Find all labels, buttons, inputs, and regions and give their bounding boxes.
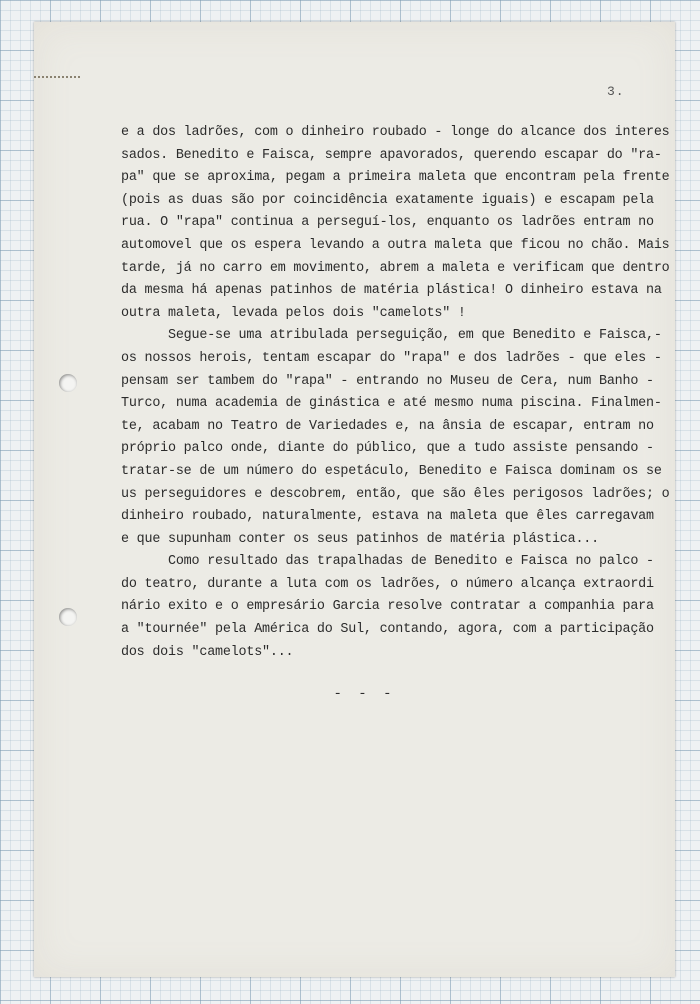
text-line: sados. Benedito e Faisca, sempre apavorados, querendo escapar do "ra- — [121, 147, 662, 163]
text-line: e a dos ladrões, com o dinheiro roubado - longe do alcance dos interes — [121, 125, 670, 140]
end-mark: - - - — [333, 686, 396, 702]
text-line: dos dois "camelots"... — [121, 644, 294, 660]
punch-hole-bottom — [59, 608, 77, 626]
text-line: Segue-se uma atribulada perseguição, em que Benedito e Faisca,- — [121, 328, 662, 344]
text-line: pa" que se aproxima, pegam a primeira maleta que encontram pela frente — [121, 170, 670, 186]
torn-corner-mark — [34, 76, 80, 98]
text-line: Como resultado das trapalhadas de Benedito e Faisca no palco - — [121, 554, 654, 570]
text-line: pensam ser tambem do "rapa" - entrando no Museu de Cera, num Banho - — [121, 373, 654, 389]
text-line: tarde, já no carro em movimento, abrem a maleta e verificam que dentro — [121, 260, 670, 276]
text-line: automovel que os espera levando a outra maleta que ficou no chão. Mais — [121, 237, 670, 253]
text-line: os nossos herois, tentam escapar do "rapa" e dos ladrões - que eles - — [121, 350, 662, 366]
text-line: us perseguidores e descobrem, então, que são êles perigosos ladrões; o — [121, 486, 670, 502]
text-line: Turco, numa academia de ginástica e até mesmo numa piscina. Finalmen- — [121, 396, 662, 412]
text-line: rua. O "rapa" continua a perseguí-los, enquanto os ladrões entram no — [121, 215, 654, 231]
text-line: tratar-se de um número do espetáculo, Benedito e Faisca dominam os se — [121, 463, 662, 479]
text-line: da mesma há apenas patinhos de matéria plástica! O dinheiro estava na — [121, 283, 662, 299]
text-line: outra maleta, levada pelos dois "camelots" ! — [121, 305, 466, 321]
punch-hole-top — [59, 374, 77, 392]
page-number: 3. — [607, 84, 625, 99]
text-line: do teatro, durante a luta com os ladrões, o número alcança extraordi — [121, 576, 654, 592]
text-line: nário exito e o empresário Garcia resolve contratar a companhia para — [121, 599, 654, 615]
text-line: te, acabam no Teatro de Variedades e, na ânsia de escapar, entram no — [121, 418, 654, 434]
text-line: dinheiro roubado, naturalmente, estava na maleta que êles carregavam — [121, 509, 654, 525]
text-line: a "tournée" pela América do Sul, contando, agora, com a participação — [121, 622, 654, 638]
text-line: e que supunham conter os seus patinhos de matéria plástica... — [121, 531, 599, 547]
typed-text-block — [121, 122, 670, 664]
text-line: próprio palco onde, diante do público, que a tudo assiste pensando - — [121, 441, 654, 457]
typed-page — [34, 22, 675, 977]
text-line: (pois as duas são por coincidência exatamente iguais) e escapam pela — [121, 192, 654, 208]
